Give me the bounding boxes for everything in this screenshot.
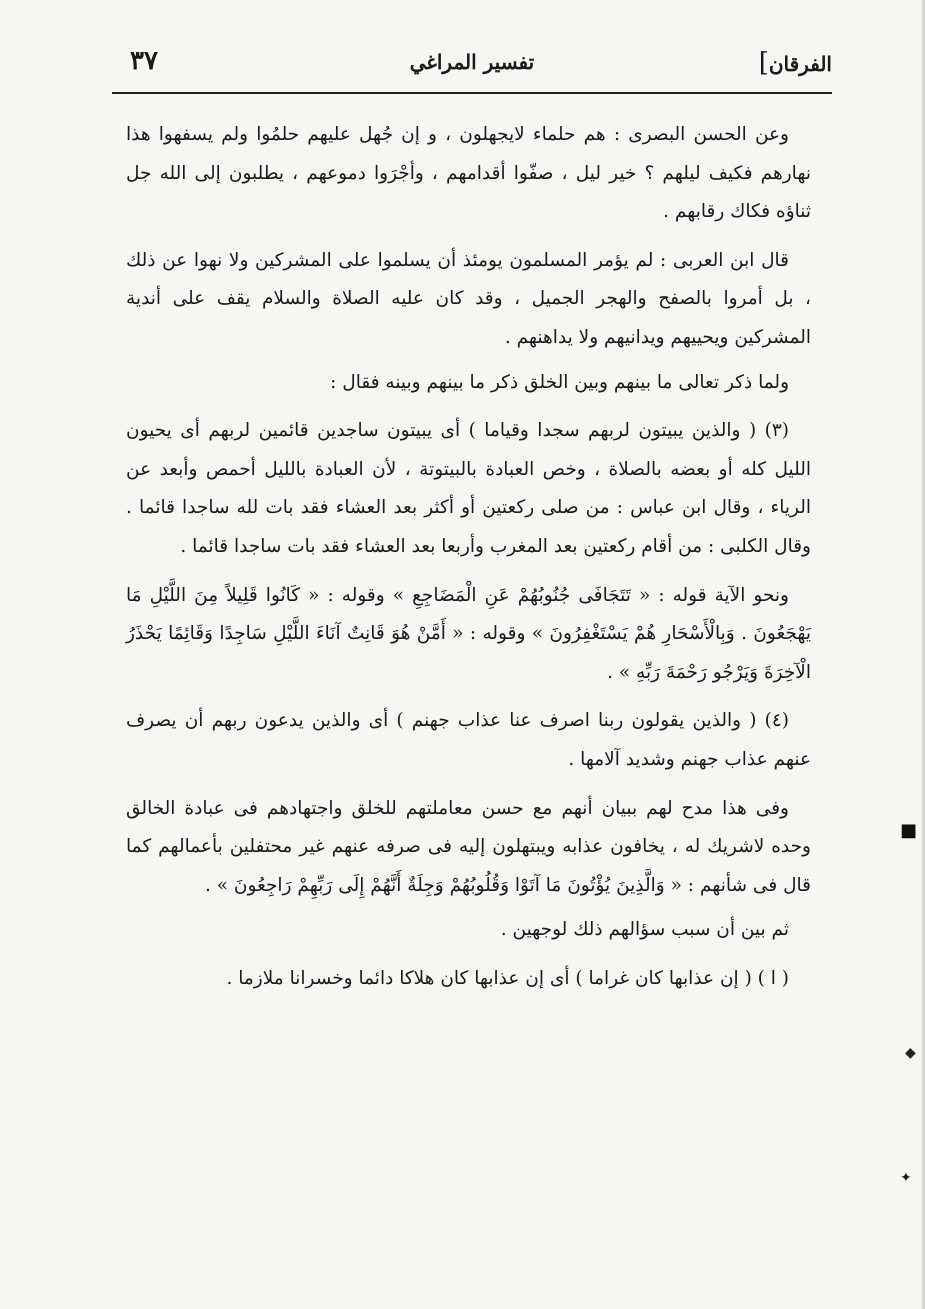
surah-name [755,48,832,78]
paragraph-praise: وفى هذا مدح لهم ببيان أنهم مع حسن معاملتهم للخلق واجتهادهم فى عبادة الخالق وحده لاشريك له ، يخافون عذابه ويبتهلون إليه فى صرفه عنهم غير محتفلين بأعمالهم كما قال فى شأنهم : « وَالَّذِينَ يُؤْتُونَ مَا آتَوْا وَقُلُوبُهُمْ وَجِلَةٌ أَنَّهُمْ إِلَى رَبِّهِمْ رَاجِعُونَ » . [126,797,811,896]
margin-ink-mark: ◆ [905,1045,916,1061]
page-body [126,116,811,1004]
paragraph-ibn-arabi: قال ابن العربى : لم يؤمر المسلمون يومئذ أن يسلموا على المشركين ولا نهوا عن ذلك ، بل أمروا بالصفح والهجر الجميل ، وقد كان عليه الصلاة والسلام يقف على أندية المشركين ويحييهم ويدانيهم ولا يداهنهم . [126,249,811,348]
paragraph-verse-4: (٤) ( والذين يقولون ربنا اصرف عنا عذاب جهنم ) أى والذين يدعون ربهم أن يصرف عنهم عذاب جهنم وشديد آلامها . [126,710,811,770]
paragraph-transition: ولما ذكر تعالى ما بينهم وبين الخلق ذكر ما بينهم وبينه فقال : [330,371,789,393]
margin-ink-mark: ✦ [900,1170,912,1186]
header-bracket: ] [758,48,769,78]
paragraph-similar-verses: ونحو الآية قوله : « تَتَجَافَى جُنُوبُهُمْ عَنِ الْمَضَاجِعِ » وقوله : « كَانُوا قَلِيلاً مِنَ اللَّيْلِ مَا يَهْجَعُونَ . وَبِالْأَسْحَارِ هُمْ يَسْتَغْفِرُونَ » وقوله : « أَمَّنْ هُوَ قَانِتٌ آنَاءَ اللَّيْلِ سَاجِدًا وَقَائِمًا يَحْذَرُ الْآخِرَةَ وَيَرْجُو رَحْمَةَ رَبِّهِ » . [126,584,811,683]
surah-label: الفرقان [768,52,832,76]
book-title: تفسير المراغي [409,50,535,74]
paragraph-two-reasons: ثم بين أن سبب سؤالهم ذلك لوجهين . [500,919,789,941]
paragraph-verse-3: (٣) ( والذين يبيتون لربهم سجدا وقياما ) أى يبيتون ساجدين قائمين لربهم أى يحيون الليل كله أو بعضه بالصلاة ، وخص العبادة بالبيتوتة ، لأن العبادة بالليل أحمص وأبعد عن الرياء ، وقال ابن عباس : من صلى ركعتين أو أكثر بعد العشاء فقد بات لله ساجدا قائما . وقال الكلبى : من أقام ركعتين بعد المغرب وأربعا بعد العشاء فقد بات ساجدا قائما . [126,420,811,557]
paragraph-reason-a: ( ا ) ( إن عذابها كان غراما ) أى إن عذابها كان هلاكا دائما وخسرانا ملازما . [226,967,789,989]
running-header [112,40,832,94]
page-number: ٣٧ [130,46,158,76]
margin-ink-mark: ■ [900,820,918,841]
paragraph-hasan-basri: وعن الحسن البصرى : هم حلماء لايجهلون ، و إن جُهل عليهم حلمُوا ولم يسفهوا هذا نهارهم فكيف ليلهم ؟ خير ليل ، صفّوا أقدامهم ، وأجْرَوا دموعهم ، يطلبون إلى الله جل ثناؤه فكاك رقابهم . [126,124,811,223]
